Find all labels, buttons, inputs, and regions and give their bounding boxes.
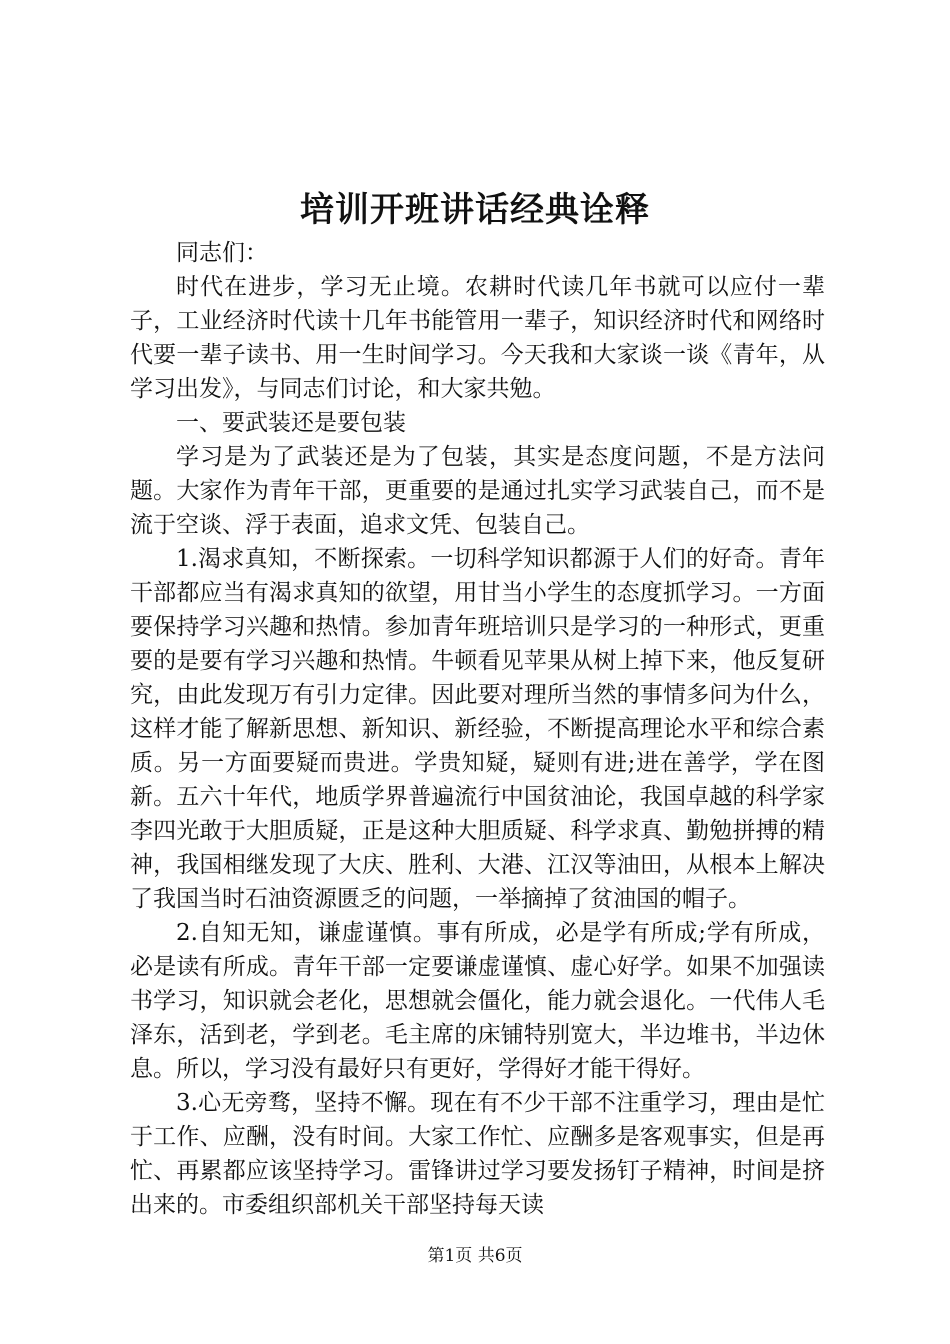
- paragraph-section-intro: 学习是为了武装还是为了包装，其实是态度问题，不是方法问题。大家作为青年干部，更重要的是通过扎实学习武装自己，而不是流于空谈、浮于表面，追求文凭、包装自己。: [130, 444, 825, 538]
- salutation: 同志们：: [176, 240, 268, 266]
- paragraph-point-2: 2.自知无知，谦虚谨慎。事有所成，必是学有所成;学有所成，必是读有所成。青年干部一定要谦虚谨慎、虚心好学。如果不加强读书学习，知识就会老化，思想就会僵化，能力就会退化。一代伟人毛泽东，活到老，学到老。毛主席的床铺特别宽大，半边堆书，半边休息。所以，学习没有最好只有更好，学得好才能干得好。: [130, 920, 825, 1082]
- paragraph-point-1: 1.渴求真知，不断探索。一切科学知识都源于人们的好奇。青年干部都应当有渴求真知的欲望，用甘当小学生的态度抓学习。一方面要保持学习兴趣和热情。参加青年班培训只是学习的一种形式，更重要的是要有学习兴趣和热情。牛顿看见苹果从树上掉下来，他反复研究，由此发现万有引力定律。因此要对理所当然的事情多问为什么，这样才能了解新思想、新知识、新经验，不断提高理论水平和综合素质。另一方面要疑而贵进。学贵知疑，疑则有进;进在善学，学在图新。五六十年代，地质学界普遍流行中国贫油论，我国卓越的科学家李四光敢于大胆质疑，正是这种大胆质疑、科学求真、勤勉拼搏的精神，我国相继发现了大庆、胜利、大港、江汉等油田，从根本上解决了我国当时石油资源匮乏的问题，一举摘掉了贫油国的帽子。: [130, 546, 825, 912]
- paragraph-intro: 时代在进步，学习无止境。农耕时代读几年书就可以应付一辈子，工业经济时代读十几年书能管用一辈子，知识经济时代和网络时代要一辈子读书、用一生时间学习。今天我和大家谈一谈《青年，从学习出发》，与同志们讨论，和大家共勉。: [130, 274, 825, 402]
- section-heading: 一、要武装还是要包装: [176, 410, 406, 436]
- document-title: 培训开班讲话经典诠释: [300, 190, 650, 230]
- document-body: [130, 236, 825, 1222]
- page-number-footer: 第1页 共6页: [427, 1246, 523, 1266]
- paragraph-point-3: 3.心无旁骛，坚持不懈。现在有不少干部不注重学习，理由是忙于工作、应酬，没有时间。大家工作忙、应酬多是客观事实，但是再忙、再累都应该坚持学习。雷锋讲过学习要发扬钉子精神，时间是挤出来的。市委组织部机关干部坚持每天读: [130, 1090, 825, 1218]
